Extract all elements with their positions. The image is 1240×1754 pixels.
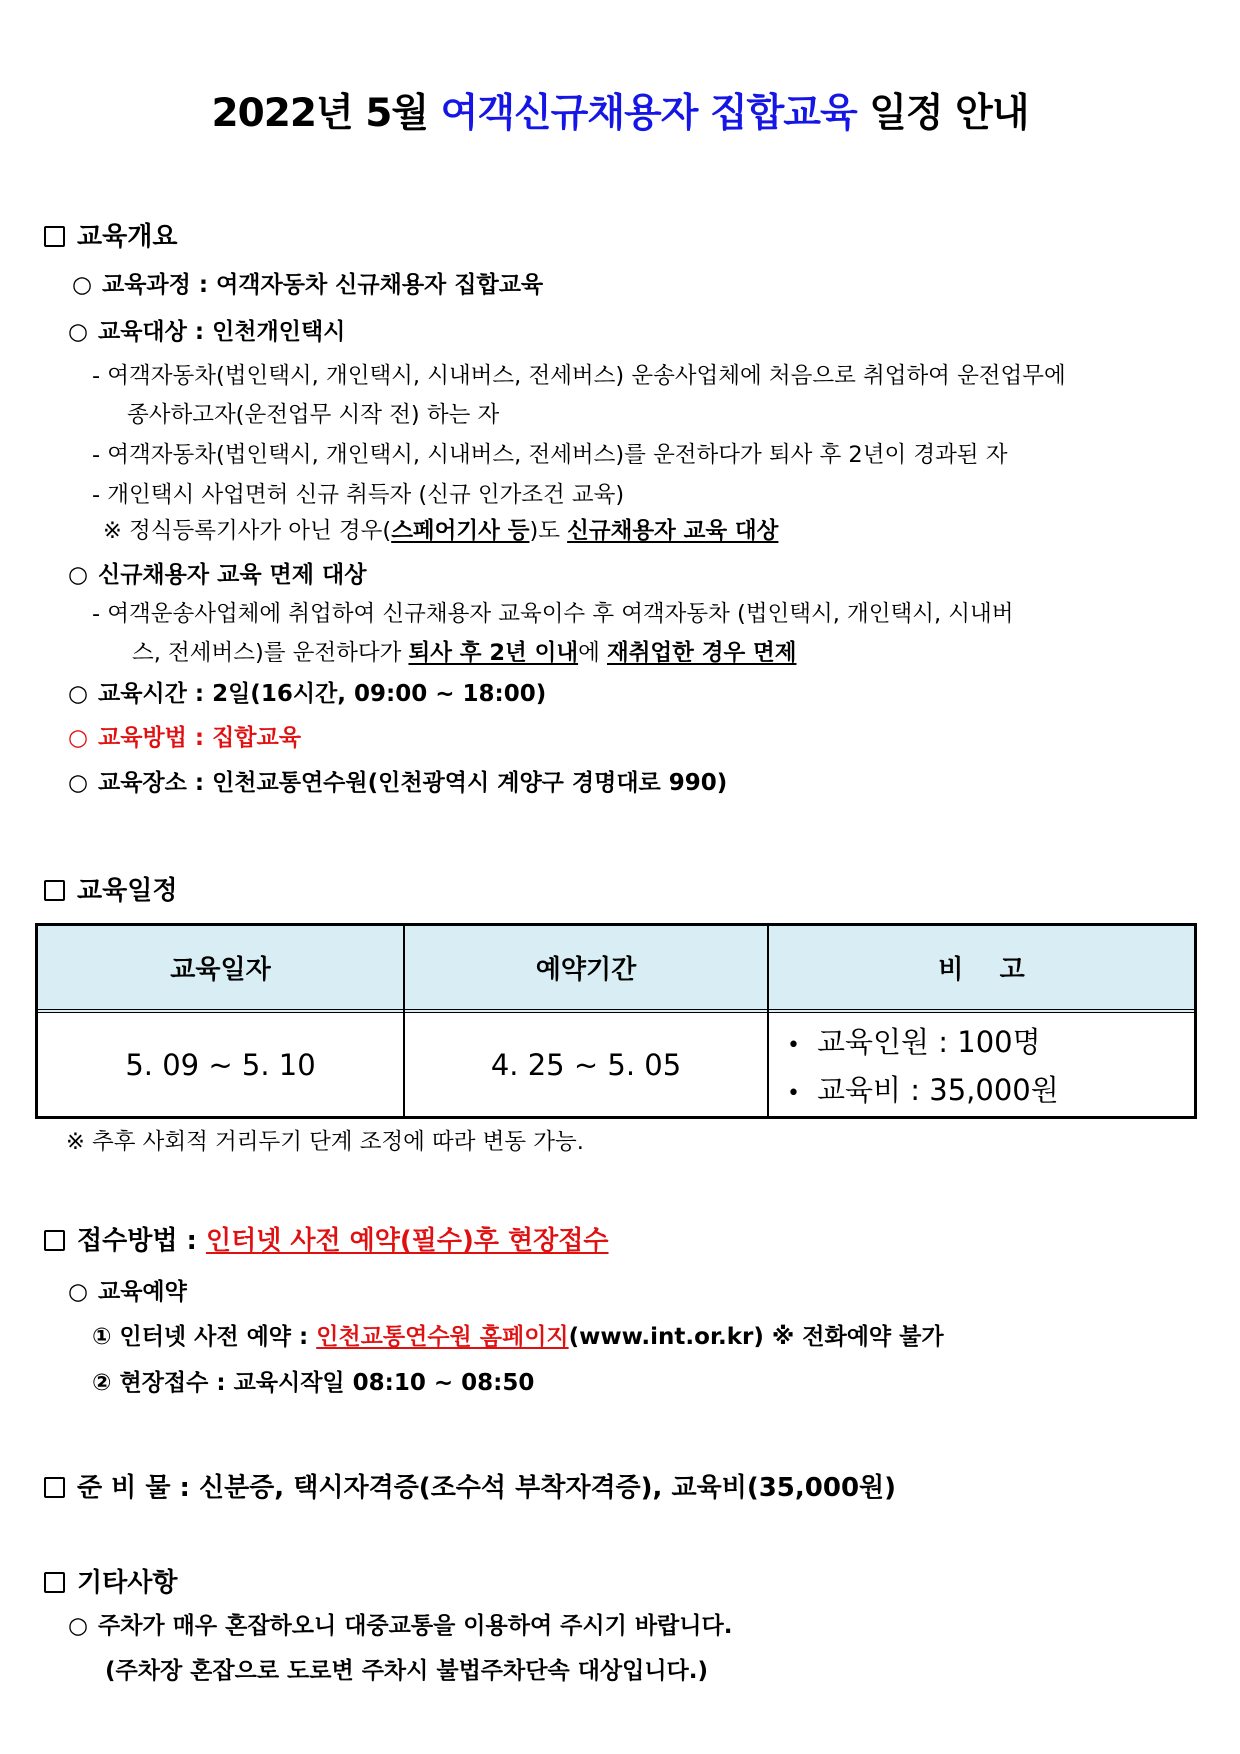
circle-icon: ○ [68,562,89,588]
circle-icon: ○ [68,770,89,796]
cell-date: 5. 09 ~ 5. 10 [125,1047,316,1082]
circle-icon: ○ [68,319,89,345]
note-text-mid: )도 [529,518,568,544]
section-schedule-heading [44,870,177,907]
target-note [103,513,778,545]
reserve-option-1 [92,1318,944,1351]
overview-heading-text: 교육개요 [77,222,178,252]
checkbox-icon [44,880,65,901]
target-item [68,313,345,346]
remark-line-2 [787,1068,1059,1109]
reception-heading-text: 접수방법 : [77,1226,206,1256]
reserve-option-2: ② 현장접수 : 교육시작일 08:10 ~ 08:50 [92,1370,535,1396]
exempt-text: 스, 전세버스)를 운전하다가 [132,640,409,666]
exempt-line-2 [132,635,797,667]
time-label: 교육시간 : 2일(16시간, 09:00 ~ 18:00) [98,681,547,707]
reserve-label: 교육예약 [98,1279,187,1305]
target-line-1a: - 여객자동차(법인택시, 개인택시, 시내버스, 전세버스) 운송사업체에 처음으로 취업하여 운전업무에 [92,363,1066,389]
column-header-period: 예약기간 [535,955,637,985]
checkbox-icon [44,1230,65,1251]
note-underline-spare: 스페어기사 등 [391,518,530,544]
section-etc-heading [44,1562,177,1599]
column-header-date: 교육일자 [170,955,271,985]
note-text: ※ 정식등록기사가 아닌 경우( [103,518,392,544]
exempt-underline-period: 퇴사 후 2년 이내 [408,640,579,666]
column-header-remark: 비 고 [938,955,1025,985]
target-label: 교육대상 : 인천개인택시 [98,319,346,345]
cell-period: 4. 25 ~ 5. 05 [490,1047,682,1082]
place-item [68,764,727,797]
method-item [68,719,301,752]
reception-heading-highlight: 인터넷 사전 예약(필수)후 현장접수 [205,1226,609,1256]
method-label: 교육방법 : 집합교육 [98,725,301,751]
target-line-1b: 종사하고자(운전업무 시작 전) 하는 자 [127,402,500,428]
homepage-link[interactable]: 인천교통연수원 홈페이지 [316,1324,569,1350]
circle-icon: ○ [68,1279,89,1305]
bullet-icon: • [787,1081,800,1106]
exempt-underline-condition: 재취업한 경우 면제 [606,640,797,666]
section-prep-heading [44,1467,896,1504]
schedule-heading-text: 교육일정 [77,876,178,906]
remark-1-text: 교육인원 : 100명 [817,1025,1041,1059]
place-label: 교육장소 : 인천교통연수원(인천광역시 계양구 경명대로 990) [98,770,728,796]
cell-remark [769,1018,1194,1118]
exempt-text-mid: 에 [578,640,607,666]
etc-heading-text: 기타사항 [77,1568,178,1598]
schedule-note: ※ 추후 사회적 거리두기 단계 조정에 따라 변동 가능. [66,1129,584,1155]
remark-line-1 [787,1020,1041,1061]
checkbox-icon [44,1572,65,1593]
title-prefix: 2022년 5월 [211,91,441,136]
circle-icon: ○ [68,725,89,751]
etc-line-2: (주차장 혼잡으로 도로변 주차시 불법주차단속 대상입니다.) [105,1658,709,1684]
section-reception-heading [44,1220,609,1257]
schedule-table [35,923,1197,1119]
exempt-line-1: - 여객운송사업체에 취업하여 신규채용자 교육이수 후 여객자동차 (법인택시, 개인택시, 시내버 [92,601,1014,627]
reserve-option-1-text: ① 인터넷 사전 예약 : [92,1324,317,1350]
bullet-icon: • [787,1033,800,1058]
exempt-item [68,556,366,589]
course-item [72,266,543,299]
note-underline-target: 신규채용자 교육 대상 [567,518,779,544]
target-line-2: - 여객자동차(법인택시, 개인택시, 시내버스, 전세버스)를 운전하다가 퇴사 후 2년이 경과된 자 [92,442,1008,468]
time-item [68,675,546,708]
checkbox-icon [44,1477,65,1498]
exempt-label: 신규채용자 교육 면제 대상 [98,562,367,588]
section-overview-heading [44,216,177,253]
remark-2-text: 교육비 : 35,000원 [817,1073,1059,1107]
etc-item [68,1607,732,1640]
page-title [0,82,1240,138]
title-highlight: 여객신규채용자 집합교육 [440,91,857,136]
circle-icon: ○ [68,1613,89,1639]
target-line-3: - 개인택시 사업면허 신규 취득자 (신규 인가조건 교육) [92,482,625,508]
prep-heading-text: 준 비 물 : 신분증, 택시자격증(조수석 부착자격증), 교육비(35,000원) [77,1473,897,1503]
title-suffix: 일정 안내 [856,91,1029,136]
reserve-option-1-suffix: (www.int.or.kr) ※ 전화예약 불가 [568,1324,944,1350]
circle-icon: ○ [72,272,93,298]
circle-icon: ○ [68,681,89,707]
etc-line-1: 주차가 매우 혼잡하오니 대중교통을 이용하여 주시기 바랍니다. [98,1613,733,1639]
reserve-item [68,1273,187,1306]
checkbox-icon [44,226,65,247]
course-label: 교육과정 : 여객자동차 신규채용자 집합교육 [102,272,544,298]
